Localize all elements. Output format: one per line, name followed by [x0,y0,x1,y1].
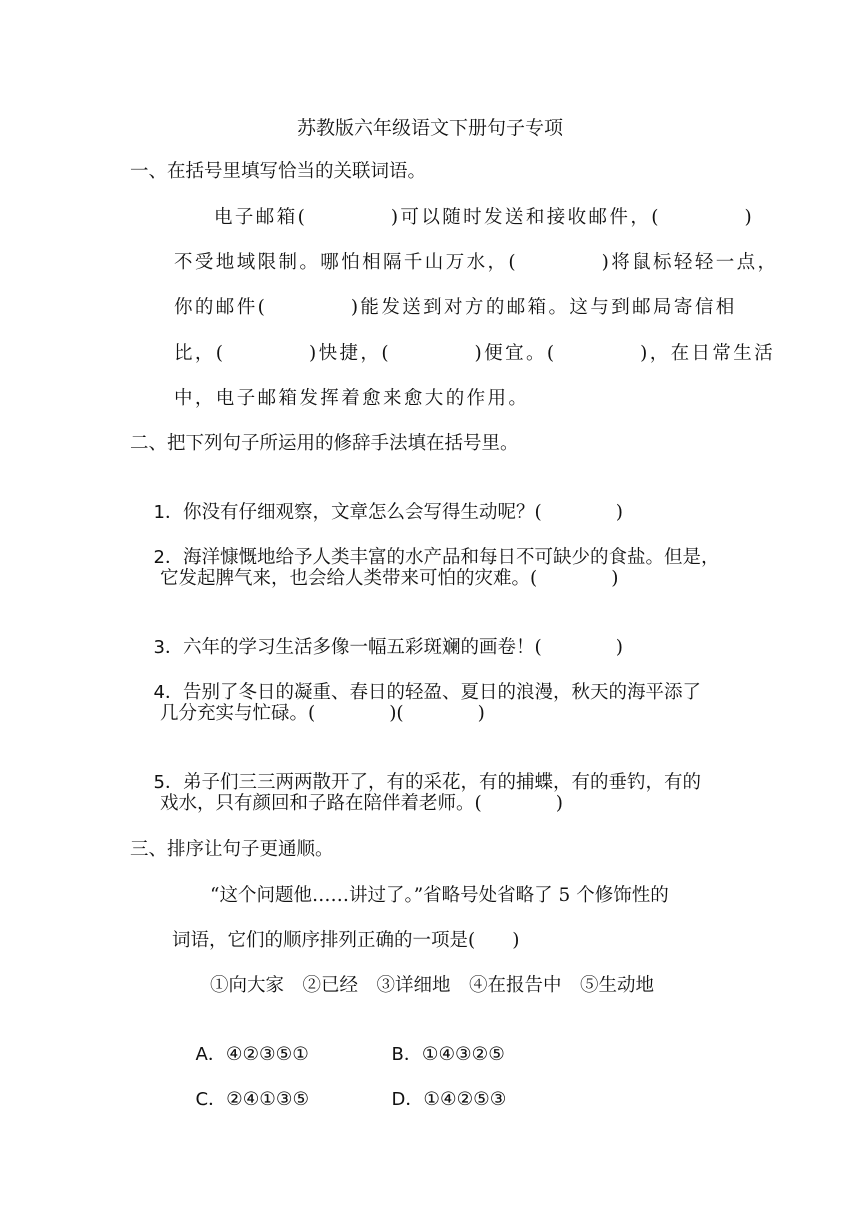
option-c [172,1064,309,1136]
section-1-passage-line: 你的邮件( )能发送到对方的邮箱。这与到邮局寄信相 [174,297,737,318]
option-label: C． [195,1089,227,1110]
choices-list: ①向大家 ②已经 ③详细地 ④在报告中 ⑤生动地 [210,975,655,996]
item-text: 海洋慷慨地给予人类丰富的水产品和每日不可缺少的食盐。但是， [182,547,720,568]
item-number: 1． [153,502,183,523]
section-1-passage-line: 中，电子邮箱发挥着愈来愈大的作用。 [174,388,530,409]
page-title: 苏教版六年级语文下册句子专项 [296,117,563,139]
item-text: 你没有仔细观察，文章怎么会写得生动呢？( ) [182,502,623,523]
option-label: A． [195,1044,226,1065]
item-text-continued: 几分充实与忙碌。( )( ) [160,703,485,724]
item-number: 4． [153,682,183,703]
option-label: D． [391,1089,424,1110]
option-d [368,1064,506,1136]
section-2-heading: 二、把下列句子所运用的修辞手法填在括号里。 [130,433,519,454]
section-1-passage-line: 电子邮箱( )可以随时发送和接收邮件，( ) [214,207,755,228]
option-value: ①④②⑤③ [423,1089,507,1110]
item-text-continued: 戏水，只有颜回和子路在陪伴着老师。( ) [160,793,563,814]
section-3-heading: 三、排序让句子更通顺。 [130,839,334,860]
item-text: 告别了冬日的凝重、春日的轻盈、夏日的浪漫，秋天的海平添了 [182,682,701,703]
question-line: 词语，它们的顺序排列正确的一项是( ) [172,930,520,951]
item-text: 六年的学习生活多像一幅五彩斑斓的画卷！( ) [182,637,623,658]
item-number: 2． [153,547,183,568]
item-text: 弟子们三三两两散开了，有的采花，有的捕蝶，有的垂钓，有的 [182,772,701,793]
section-1-passage-line: 比，( )快捷，( )便宜。( )，在日常生活 [174,343,776,364]
section-1-passage-line: 不受地域限制。哪怕相隔千山万水，( )将鼠标轻轻一点， [174,252,779,273]
option-label: B． [391,1044,422,1065]
option-value: ②④①③⑤ [226,1089,310,1110]
item-number: 3． [153,637,183,658]
section-1-heading: 一、在括号里填写恰当的关联词语。 [130,161,427,182]
question-line: “这个问题他……讲过了。”省略号处省略了 5 个修饰性的 [210,885,669,906]
option-value: ④②③⑤① [225,1044,309,1065]
item-number: 5． [153,772,183,793]
option-value: ①④③②⑤ [421,1044,505,1065]
item-text-continued: 它发起脾气来，也会给人类带来可怕的灾难。( ) [160,568,619,589]
